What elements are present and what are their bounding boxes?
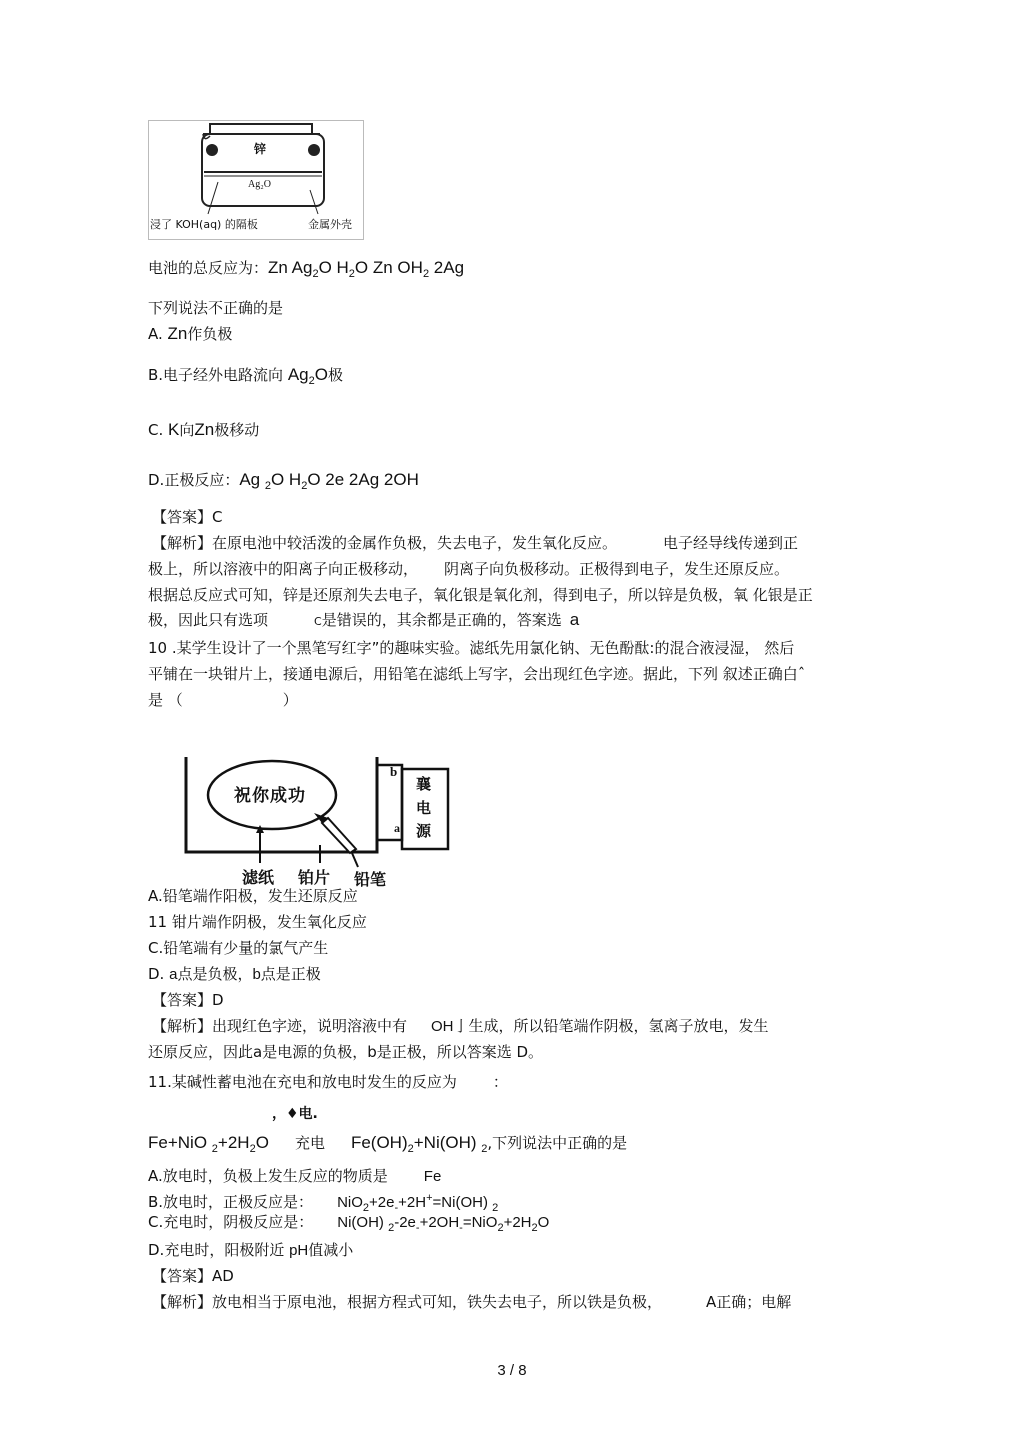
q11-over-label: ，♦电. (272, 1106, 318, 1122)
q10-stem-3 (148, 690, 298, 710)
page-number: 3 / 8 (497, 1362, 527, 1379)
formula: NiO (337, 1194, 363, 1211)
formula-sub: 2 (264, 480, 271, 492)
formula: +2H (503, 1214, 532, 1231)
electrolysis-figure (180, 755, 452, 890)
q11-answer: 【答案】AD (152, 1267, 234, 1285)
formula: Fe (423, 1168, 442, 1185)
q9-analysis-4 (148, 610, 579, 632)
opt-prefix: D.正极反应： (148, 471, 240, 489)
formula: -2e (394, 1214, 416, 1231)
opt-text: D.充电时，阳极附近 (148, 1241, 290, 1259)
stem-text: 是 （ (148, 691, 183, 709)
formula: Zn (194, 420, 215, 439)
reaction-sub: 2 (422, 268, 430, 280)
analysis-text: OH (431, 1018, 454, 1035)
opt-prefix: A. (148, 325, 168, 343)
opt-text: 值减小 (308, 1241, 354, 1259)
formula: Fe(OH) (350, 1133, 408, 1152)
q11-option-d (148, 1240, 353, 1261)
analysis-text: 亅生成，所以铅笔端作阴极，氢离子放电，发生 (453, 1017, 769, 1035)
q9-analysis-3: 根据总反应式可知，锌是还原剂失去电子，氧化银是氧化剂，得到电子，所以锌是负极，氧 化银是正 (148, 586, 813, 604)
opt-text: A.放电时，负极上发生反应的物质是 (148, 1167, 388, 1185)
formula: +2e (369, 1194, 395, 1211)
opt-text: a (169, 966, 178, 983)
reaction-sub: 2 (312, 268, 319, 280)
opt-prefix: B.电子经外电路流向 (148, 366, 288, 384)
formula: Ni(OH) (337, 1214, 389, 1231)
formula: Ag (287, 365, 309, 384)
stem-text: ,下列说法中正确的是 (487, 1134, 628, 1152)
q10-option-d (148, 964, 321, 985)
analysis-text: 【解析】在原电池中较活泼的金属作负极，失去电子，发生氧化反应。 (152, 534, 618, 552)
opt-text: 点是正极 (260, 965, 321, 983)
opt-text: 点是负极， (177, 965, 253, 983)
formula: =Ni(OH) (432, 1194, 493, 1211)
formula-sub: 2 (492, 1202, 499, 1214)
q11-equation (148, 1133, 627, 1159)
opt-text: C.充电时，阴极反应是： (148, 1213, 314, 1231)
stem-text: ） (282, 691, 298, 709)
label-plate: 铂片 (298, 868, 331, 887)
formula: +2OH (419, 1214, 460, 1231)
formula-sub: 2 (249, 1143, 256, 1155)
formula-sup: + (426, 1192, 433, 1204)
analysis-text: 极上，所以溶液中的阳离子向正极移动， (148, 560, 419, 578)
formula-sub: 2 (531, 1222, 538, 1234)
q10-option-c: C.铅笔端有少量的氯气产生 (148, 939, 329, 957)
formula-sub: 2 (211, 1143, 218, 1155)
stem-text: 11.某碱性蓄电池在充电和放电时发生的反应为 (148, 1073, 457, 1091)
q11-analysis-1 (152, 1292, 791, 1312)
opt-text: B.放电时，正极反应是： (148, 1193, 314, 1211)
q10-option-b: 11 钳片端作阴极，发生氧化反应 (148, 913, 367, 931)
q11-option-a (148, 1166, 441, 1187)
opt-text: b (252, 966, 261, 983)
q11-option-c (148, 1212, 549, 1238)
q9-analysis-1 (152, 533, 798, 553)
formula-sub: 2 (388, 1222, 395, 1234)
analysis-text: A正确；电解 (706, 1293, 792, 1311)
formula-sub: 2 (497, 1222, 504, 1234)
q9-stem: 下列说法不正确的是 (148, 299, 284, 317)
label-power-1: 襄 (416, 775, 432, 793)
label-ag2o: Ag₂O (248, 179, 271, 190)
label-b: b (390, 764, 398, 779)
q11-stem (148, 1072, 508, 1092)
formula-sub: 2 (308, 375, 315, 387)
reaction-part: O H (318, 258, 349, 277)
reaction-sub: 2 (348, 268, 355, 280)
q9-analysis-2 (148, 559, 789, 579)
formula-sub: - (394, 1202, 399, 1214)
formula: +Ni(OH) (413, 1133, 482, 1152)
opt-text: 向 (179, 421, 195, 439)
q9-option-c (148, 420, 259, 440)
formula: O (255, 1133, 269, 1152)
analysis-text: C (314, 615, 322, 628)
formula-sub: 2 (481, 1143, 488, 1155)
formula: =NiO (462, 1214, 498, 1231)
opt-text: 作负极 (187, 325, 233, 343)
q9-option-d (148, 470, 419, 496)
analysis-text: 极，因此只有选项 (148, 611, 269, 629)
analysis-text: 【解析】出现红色字迹，说明溶液中有 (152, 1017, 408, 1035)
q10-answer: 【答案】D (152, 991, 224, 1009)
formula: +2H (398, 1194, 427, 1211)
opt-text: 极 (327, 366, 343, 384)
formula: O (537, 1214, 550, 1231)
label-filter: 滤纸 (242, 868, 275, 887)
formula-sub: - (415, 1222, 420, 1234)
reaction-part: Zn Ag (268, 258, 313, 277)
analysis-text: a (569, 610, 580, 629)
label-power-3: 源 (416, 822, 432, 840)
analysis-text: 【解析】放电相当于原电池，根据方程式可知，铁失去电子，所以铁是负极， (152, 1293, 663, 1311)
q9-answer: 【答案】C (152, 508, 223, 526)
opt-prefix: D. (148, 965, 170, 983)
charge-label: 充电 (294, 1134, 325, 1152)
formula: +2H (217, 1133, 250, 1152)
label-text: 祝你成功 (234, 786, 306, 806)
formula-sub: 2 (407, 1143, 414, 1155)
label-separator: 浸了 KOH(aq) 的隔板 (150, 218, 258, 231)
analysis-text: 是错误的，其余都是正确的，答案选 (321, 611, 562, 629)
q10-analysis-2: 还原反应，因此a是电源的负极，b是正极，所以答案选 D。 (148, 1043, 544, 1061)
q10-stem-1: 10 .某学生设计了一个黑笔写红字”的趣味实验。滤纸先用氯化钠、无色酚酞:的混合液浸湿， 然后 (148, 639, 795, 657)
battery-figure (148, 120, 364, 240)
formula-sub: 2 (362, 1202, 370, 1214)
total-reaction-prefix: 电池的总反应为： (148, 259, 269, 277)
q10-analysis-1 (152, 1016, 769, 1037)
analysis-text: 电子经导线传递到正 (663, 534, 799, 552)
label-zinc: 锌 (254, 142, 267, 156)
formula: Fe+NiO (148, 1133, 212, 1152)
formula: Zn (167, 324, 188, 343)
q10-stem-2: 平铺在一块钳片上，接通电源后，用铅笔在滤纸上写字，会出现红色字迹。据此，下列 叙述正确白ˆ (148, 665, 806, 683)
label-shell: 金属外壳 (308, 218, 352, 231)
q9-option-a (148, 324, 232, 344)
label-power-2: 电 (416, 799, 432, 817)
formula: O H (270, 470, 302, 489)
formula: O 2e 2Ag 2OH (307, 470, 419, 489)
opt-prefix: C. (148, 421, 169, 439)
formula-sub: 2 (301, 480, 308, 492)
label-pencil: 铅笔 (354, 870, 387, 889)
analysis-text: 阴离子向负极移动。正极得到电子，发生还原反应。 (444, 560, 790, 578)
formula: O (314, 365, 328, 384)
formula: pH (289, 1242, 309, 1259)
q10-option-a: A.铅笔端作阳极，发生还原反应 (148, 887, 358, 905)
reaction-part: O Zn OH (354, 258, 423, 277)
opt-text: 极移动 (214, 421, 260, 439)
stem-text: ： (492, 1073, 508, 1091)
q9-option-b (148, 365, 343, 391)
formula: K (168, 420, 180, 439)
total-reaction-line (148, 258, 464, 284)
label-a: a (394, 821, 400, 835)
formula: Ag (239, 470, 265, 489)
reaction-part: 2Ag (429, 258, 465, 277)
formula-sub: - (459, 1222, 463, 1234)
